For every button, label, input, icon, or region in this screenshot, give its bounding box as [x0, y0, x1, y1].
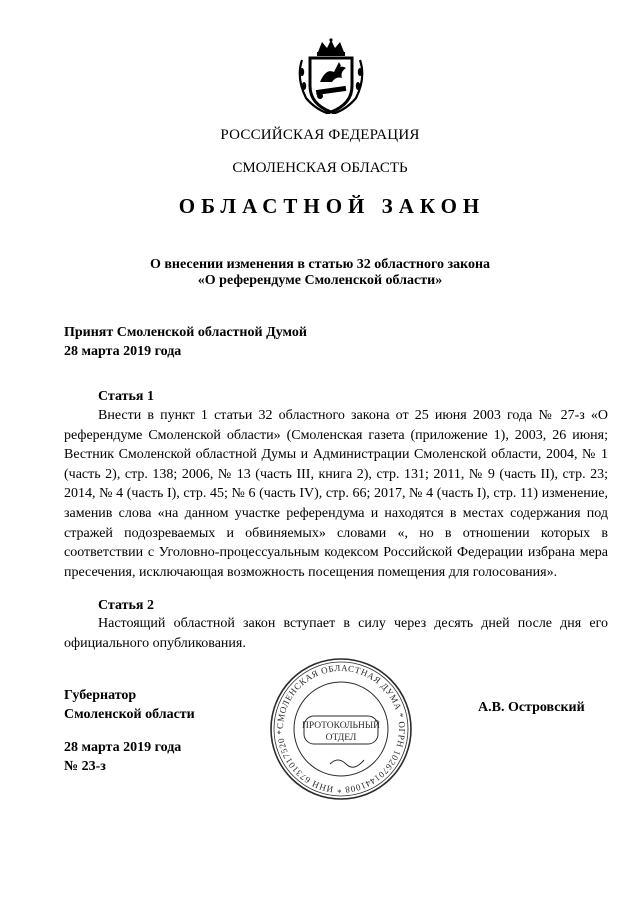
adoption-note: [64, 323, 307, 361]
adoption-date: 28 марта 2019 года: [64, 344, 182, 359]
signing-block: [64, 738, 181, 776]
article-2-text: Настоящий областной закон вступает в силу через десять дней после дня его официального опубликования.: [64, 616, 608, 651]
law-subject-line1: О внесении изменения в статью 32 областного закона: [149, 257, 491, 272]
signatory-title-line1: Губернатор: [64, 688, 137, 703]
article-2-heading: Статья 2: [98, 598, 154, 613]
header-country: РОССИЙСКАЯ ФЕДЕРАЦИЯ: [220, 127, 420, 143]
seal-center-line1: ПРОТОКОЛЬНЫЙ: [301, 721, 381, 731]
seal-center-line2: ОТДЕЛ: [325, 733, 357, 743]
seal-ring-text: СМОЛЕНСКАЯ ОБЛАСТНАЯ ДУМА * ОГРН 1026701441008 * ИНН 6731017520 *: [274, 662, 408, 796]
adoption-body: Принят Смоленской областной Думой: [64, 325, 307, 340]
document-type-title: ОБЛАСТНОЙ ЗАКОН: [178, 194, 486, 218]
law-number: № 23-з: [64, 759, 106, 774]
article-1-text: Внести в пункт 1 статьи 32 областного закона от 25 июня 2003 года № 27-з «О референдуме Смоленской области» (Смоленская газета (приложение 1), 2003, 26 июня; Вестник Смоленской областной Думы и Администрации Смоленской области, 2004, № 1 (часть 2), стр. 138; 2006, № 13 (часть III, книга 2), стр. 131; 2011, № 9 (часть II), стр. 23; 2014, № 4 (часть I), стр. 45; № 6 (часть IV), стр. 66; 2017, № 4 (часть I), стр. 11) изменение, заменив слова «на данном участке референдума и находятся в местах содержания под стражей подозреваемых и обвиняемых» словами «, но в отношении которых в соответствии с Уголовно-процессуальным кодексом Российской Федерации избрана мера пресечения, исключающая возможность посещения помещения для голосования».: [64, 408, 608, 580]
article-1-heading: Статья 1: [98, 389, 154, 404]
header-region: СМОЛЕНСКАЯ ОБЛАСТЬ: [232, 160, 408, 176]
official-seal-stamp: [268, 656, 414, 802]
signatory-name: А.В. Островский: [478, 700, 585, 715]
signatory-title-line2: Смоленской области: [64, 707, 195, 722]
signing-date: 28 марта 2019 года: [64, 740, 182, 755]
law-subject-line2: «О референдуме Смоленской области»: [197, 273, 443, 288]
signatory-title: [64, 686, 195, 724]
coat-of-arms-icon: [296, 38, 366, 114]
